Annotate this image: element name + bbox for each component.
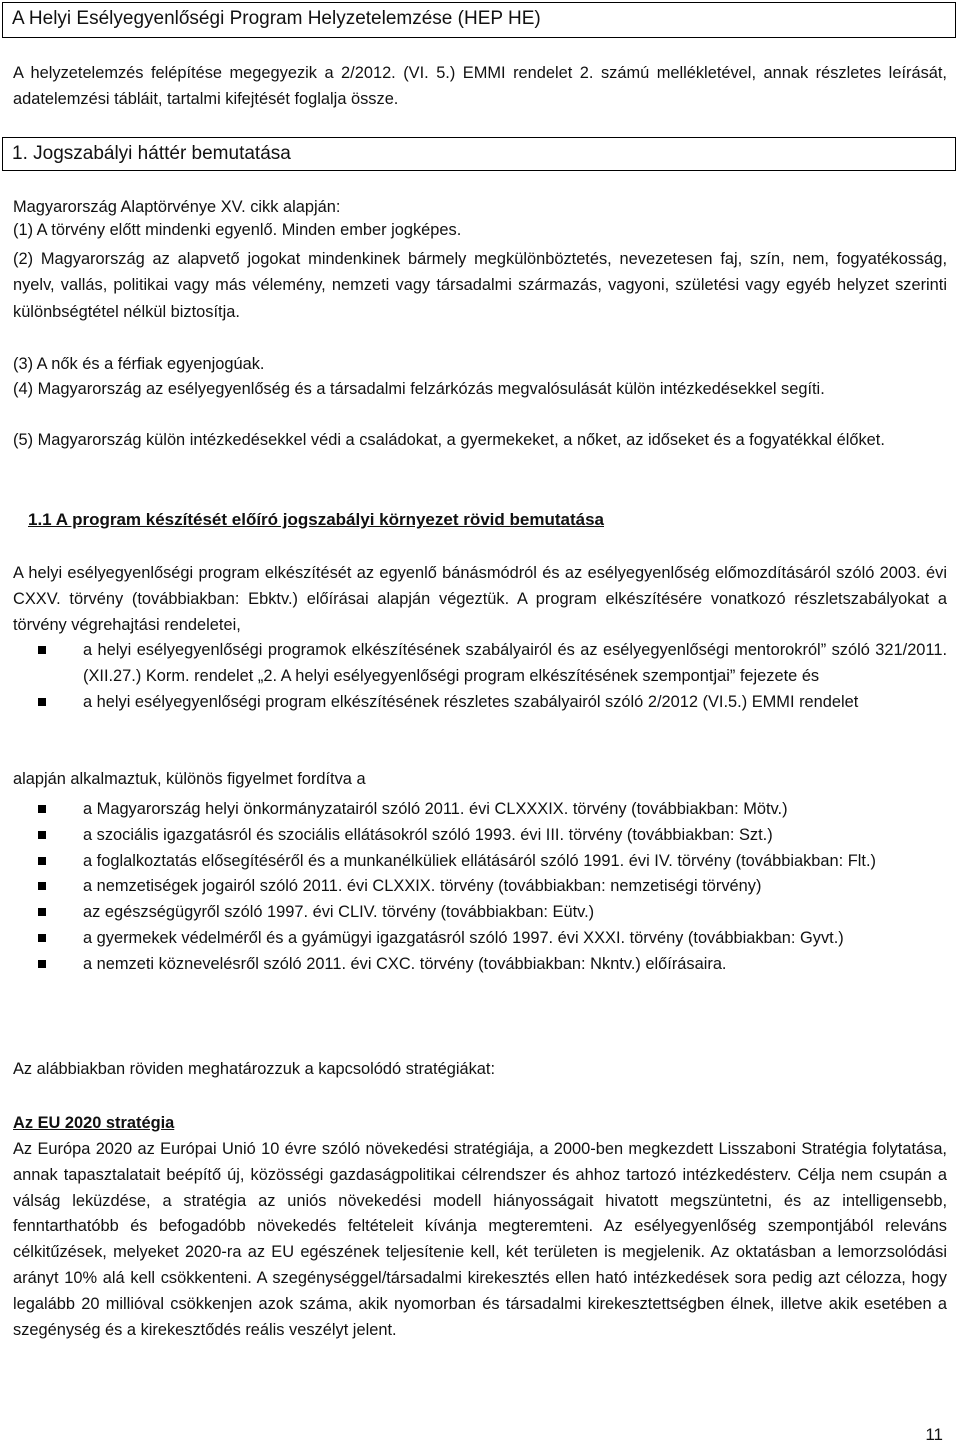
bullet-square-icon	[38, 698, 46, 706]
list-item-text: a gyermekek védelméről és a gyámügyi igazgatásról szóló 1997. évi XXXI. törvény (továbbiakban: Gyvt.)	[83, 928, 844, 947]
list-item	[0, 823, 960, 849]
list-item	[0, 926, 960, 952]
eu-title: Az EU 2020 stratégia	[13, 1114, 175, 1132]
bullet-square-icon	[38, 908, 46, 916]
applied-intro: alapján alkalmaztuk, különös figyelmet fordítva a	[13, 770, 366, 788]
list-item	[0, 874, 960, 900]
list-item-text: a foglalkoztatás elősegítéséről és a munkanélküliek ellátásáról szóló 1991. évi IV. törvény (továbbiakban: Flt.)	[83, 851, 876, 870]
intro-paragraph: A helyzetelemzés felépítése megegyezik a 2/2012. (VI. 5.) EMMI rendelet 2. számú mellékletével, annak részletes leírását, adatelemzési tábláit, tartalmi kifejtését foglalja össze.	[13, 64, 947, 108]
section1-title: 1. Jogszabályi háttér bemutatása	[12, 143, 291, 164]
list-item	[0, 900, 960, 926]
regulations-list	[0, 638, 960, 715]
bullet-square-icon	[38, 805, 46, 813]
list-item	[0, 849, 960, 875]
list-item-text: az egészségügyről szóló 1997. évi CLIV. törvény (továbbiakban: Eütv.)	[83, 903, 595, 922]
list-item-text: a szociális igazgatásról és szociális ellátásokról szóló 1993. évi III. törvény (továbbiakban: Szt.)	[83, 825, 773, 844]
list-item	[0, 797, 960, 823]
bullet-square-icon	[38, 831, 46, 839]
bullet-square-icon	[38, 934, 46, 942]
bullet-square-icon	[38, 646, 46, 654]
list-item-text: a helyi esélyegyenlőségi programok elkészítésének szabályairól és az esélyegyenlőségi mentorokról” szóló 321/2011. (XII.27.) Korm. rendelet „2. A helyi esélyegyenlőségi program elkészítésének szempontjai” fejezete és	[83, 641, 947, 685]
strategies-intro: Az alábbiakban röviden meghatározzuk a kapcsolódó stratégiákat:	[13, 1060, 495, 1078]
bullet-square-icon	[38, 960, 46, 968]
eu-paragraph: Az Európa 2020 az Európai Unió 10 évre szóló növekedési stratégiája, a 2000-ben megkezdett Lisszaboni Stratégia folytatása, annak tapasztalatait beépítő új, közösségi gazdaságpolitikai célrendszer és ahhoz tartozó intézkedésterv. Célja nem csupán a válság leküzdése, a stratégia az uniós növekedési modell hiányosságait hivatott megszüntetni, és az intelligensebb, fenntarthatóbb és befogadóbb növekedés feltételeit kívánja megteremteni. Az esélyegyenlőség szempontjából releváns célkitűzések, melyeket 2020-ra az EU egészének teljesítenie kell, két területen is megjelenik. Az oktatásban a lemorzsolódási arányt 10% alá kell csökkenteni. A szegénységgel/társadalmi kirekesztés ellen ható intézkedések sora pedig azt célozza, hogy legalább 20 millióval csökkenjen azok száma, akik nyomorban és társadalmi kirekesztettségben élnek, illetve akik esetében a szegénység és a kirekesztődés reális veszélyt jelent.	[13, 1140, 947, 1339]
section11-paragraph: A helyi esélyegyenlőségi program elkészítését az egyenlő bánásmódról és az esélyegyenlőség előmozdításáról szóló 2003. évi CXXV. törvény (továbbiakban: Ebktv.) előírásai alapján végeztük. A program elkészítésére vonatkozó részletszabályokat a törvény végrehajtási rendeletei,	[13, 564, 947, 634]
bullet-square-icon	[38, 857, 46, 865]
list-item	[0, 690, 960, 716]
heading-box	[2, 2, 956, 38]
laws-list	[0, 797, 960, 978]
list-item	[0, 952, 960, 978]
list-item-text: a nemzeti köznevelésről szóló 2011. évi CXC. törvény (továbbiakban: Nkntv.) előírásaira.	[83, 954, 727, 973]
list-item-text: a Magyarország helyi önkormányzatairól szóló 2011. évi CLXXXIX. törvény (továbbiakban: Mötv.)	[83, 800, 788, 818]
article-4: (4) Magyarország az esélyegyenlőség és a társadalmi felzárkózás megvalósulását külön intézkedésekkel segíti.	[13, 380, 825, 398]
article-5: (5) Magyarország külön intézkedésekkel védi a családokat, a gyermekeket, a nőket, az időseket és a fogyatékkal élőket.	[13, 431, 885, 449]
article-1: (1) A törvény előtt mindenki egyenlő. Minden ember jogképes.	[13, 221, 462, 239]
section1-title-box	[2, 137, 956, 171]
alaptorveny-intro: Magyarország Alaptörvénye XV. cikk alapján:	[13, 198, 341, 216]
article-3: (3) A nők és a férfiak egyenjogúak.	[13, 355, 265, 373]
article-2: (2) Magyarország az alapvető jogokat mindenkinek bármely megkülönböztetés, nevezetesen faj, szín, nem, fogyatékosság, nyelv, vallás, politikai vagy más vélemény, nemzeti vagy társadalmi származás, vagyoni, születési vagy egyéb helyzet szerinti különbségtétel nélkül biztosítja.	[13, 250, 947, 321]
page-number: 11	[925, 1425, 943, 1444]
section11-title: 1.1 A program készítését előíró jogszabályi környezet rövid bemutatása	[28, 510, 604, 529]
list-item-text: a nemzetiségek jogairól szóló 2011. évi CLXXIX. törvény (továbbiakban: nemzetiségi törvény)	[83, 877, 762, 896]
heading-box-text: A Helyi Esélyegyenlőségi Program Helyzetelemzése (HEP HE)	[12, 8, 541, 29]
bullet-square-icon	[38, 882, 46, 890]
list-item-text: a helyi esélyegyenlőségi program elkészítésének részletes szabályairól szóló 2/2012 (VI.5.) EMMI rendelet	[83, 692, 859, 711]
list-item	[0, 638, 960, 690]
